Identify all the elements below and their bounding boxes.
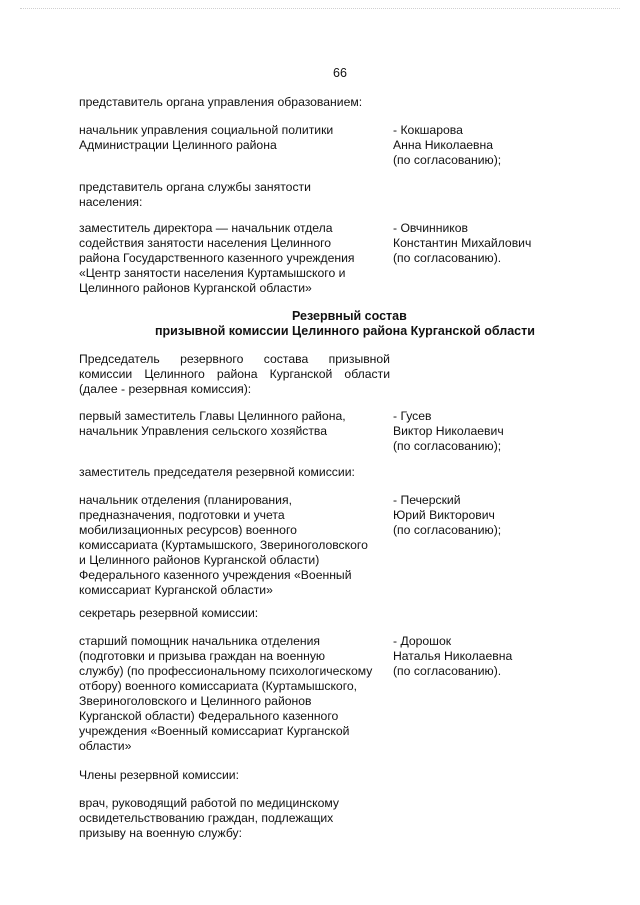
deputy-position: начальник отделения (планирования, предназначения, подготовки и учета мобилизационных ресурсов) военного комиссариата (Куртамышского, Звериноголовского и Целинного районов Курганской области) Федерального казенного учреждения «Военный комиссариат Курганской области» — [79, 493, 368, 597]
doctor-label: врач, руководящий работой по медицинскому освидетельствованию граждан, подлежащих призыву на военную службу: — [79, 796, 339, 840]
page-number: 66 — [333, 66, 347, 80]
deputy-chairman-label: заместитель председателя резервной комиссии: — [79, 465, 355, 479]
reserve-heading-line2: призывной комиссии Целинного района Курганской области — [155, 324, 535, 338]
reserve-section-heading — [0, 309, 640, 339]
education-representative-label: представитель органа управления образованием: — [79, 95, 363, 109]
secretary-position: старший помощник начальника отделения (подготовки и призыва граждан на военную службу) (по профессиональному психологическому отбору) военного комиссариата (Куртамышского, Звериноголовского и Целинного районов Курганской области) Федерального казенного учреждения «Военный комиссариат Курганской области» — [79, 634, 373, 753]
employment-person: - Овчинников Константин Михайлович (по согласованию). — [393, 221, 532, 265]
employment-representative-label: представитель органа службы занятости населения: — [79, 180, 311, 209]
deputy-person: - Печерский Юрий Викторович (по согласованию); — [393, 493, 502, 537]
education-position: начальник управления социальной политики Администрации Целинного района — [79, 123, 334, 152]
secretary-person: - Дорошок Наталья Николаевна (по согласованию). — [393, 634, 513, 678]
reserve-heading-line1: Резервный состав — [292, 309, 407, 323]
chairman-person: - Гусев Виктор Николаевич (по согласованию); — [393, 409, 504, 453]
secretary-label: секретарь резервной комиссии: — [79, 606, 259, 620]
chairman-label-line: комиссии Целинного района Курганской области — [79, 367, 390, 381]
members-label: Члены резервной комиссии: — [79, 768, 239, 782]
scan-artifact-line — [20, 8, 620, 13]
employment-position: заместитель директора — начальник отдела содействия занятости населения Целинного района Государственного казенного учреждения «Центр занятости населения Куртамышского и Целинного районов Курганской области» — [79, 221, 355, 295]
chairman-label — [79, 352, 390, 397]
chairman-label-line: (далее - резервная комиссия): — [79, 382, 252, 396]
chairman-label-line: Председатель резервного состава призывной — [79, 352, 390, 366]
chairman-position: первый заместитель Главы Целинного района, начальник Управления сельского хозяйства — [79, 409, 346, 438]
education-person: - Кокшарова Анна Николаевна (по согласованию); — [393, 123, 502, 167]
